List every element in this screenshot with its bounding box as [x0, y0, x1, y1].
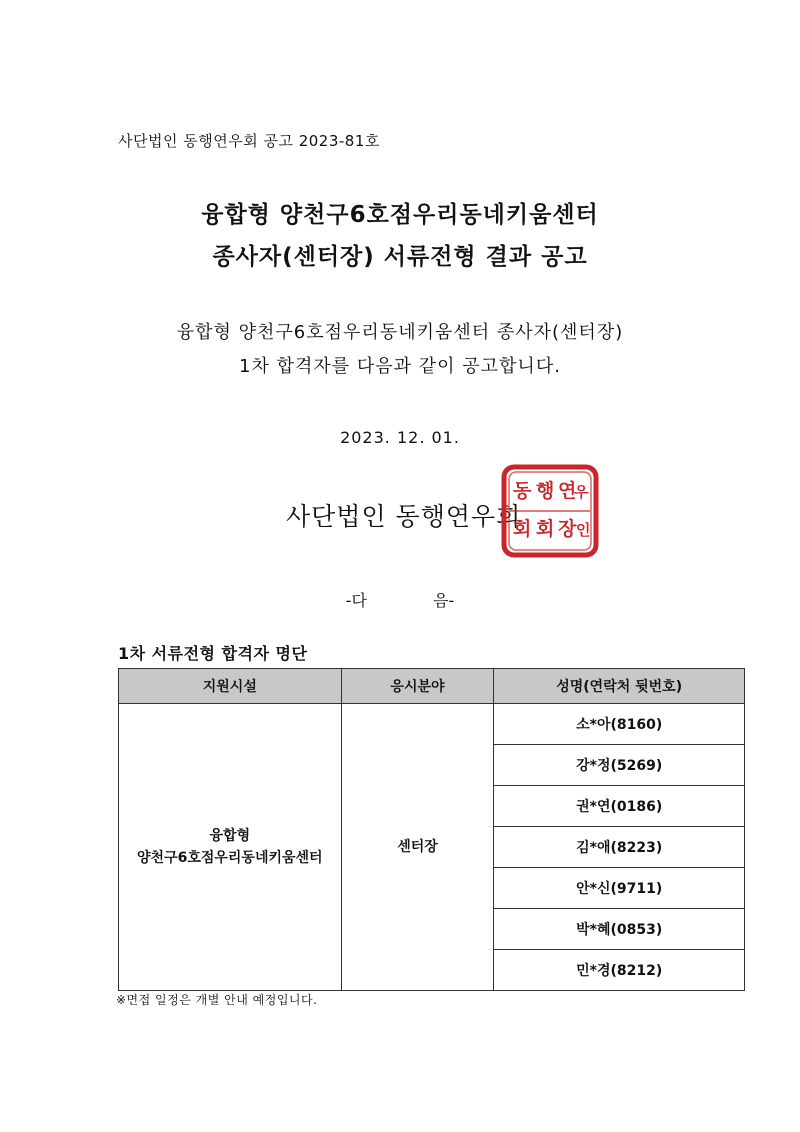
- name-cell: 안*신(9711): [494, 868, 745, 909]
- name-cell: 권*연(0186): [494, 786, 745, 827]
- body-line-2: 1차 합격자를 다음과 같이 공고합니다.: [239, 356, 561, 377]
- list-marker-left: -다: [345, 591, 367, 610]
- title-line-1: 융합형 양천구6호점우리동네키움센터: [201, 202, 599, 228]
- name-cell: 민*경(8212): [494, 950, 745, 991]
- passer-table: [118, 668, 745, 991]
- svg-text:장: 장: [558, 518, 577, 540]
- field-cell: 센터장: [341, 704, 494, 991]
- svg-text:회: 회: [536, 518, 555, 540]
- header-field: 응시분야: [341, 669, 494, 704]
- notice-date: 2023. 12. 01.: [340, 428, 460, 447]
- svg-text:회: 회: [513, 518, 532, 540]
- list-marker-right: 음-: [433, 591, 455, 610]
- list-marker: [0, 588, 800, 611]
- svg-text:행: 행: [536, 480, 555, 502]
- header-name: 성명(연락처 뒷번호): [494, 669, 745, 704]
- section-title: 1차 서류전형 합격자 명단: [118, 644, 308, 663]
- facility-cell: [119, 704, 342, 991]
- name-cell: 강*정(5269): [494, 745, 745, 786]
- table-row: [119, 704, 745, 745]
- name-cell: 소*아(8160): [494, 704, 745, 745]
- official-seal: [500, 463, 600, 559]
- name-cell: 김*애(8223): [494, 827, 745, 868]
- svg-text:연: 연: [558, 480, 577, 502]
- facility-line-1: 융합형: [209, 828, 251, 844]
- name-cell: 박*혜(0853): [494, 909, 745, 950]
- facility-line-2: 양천구6호점우리동네키움센터: [137, 850, 323, 866]
- organization-name: 사단법인 동행연우회: [286, 502, 522, 531]
- title-line-2: 종사자(센터장) 서류전형 결과 공고: [212, 244, 588, 270]
- svg-text:우: 우: [574, 483, 589, 501]
- header-facility: 지원시설: [119, 669, 342, 704]
- svg-text:인: 인: [576, 521, 591, 539]
- svg-text:동: 동: [513, 480, 532, 502]
- body-line-1: 융합형 양천구6호점우리동네키움센터 종사자(센터장): [176, 322, 624, 343]
- footnote: ※면접 일정은 개별 안내 예정입니다.: [116, 993, 318, 1007]
- table-header-row: [119, 669, 745, 704]
- notice-number: 사단법인 동행연우회 공고 2023-81호: [118, 132, 380, 150]
